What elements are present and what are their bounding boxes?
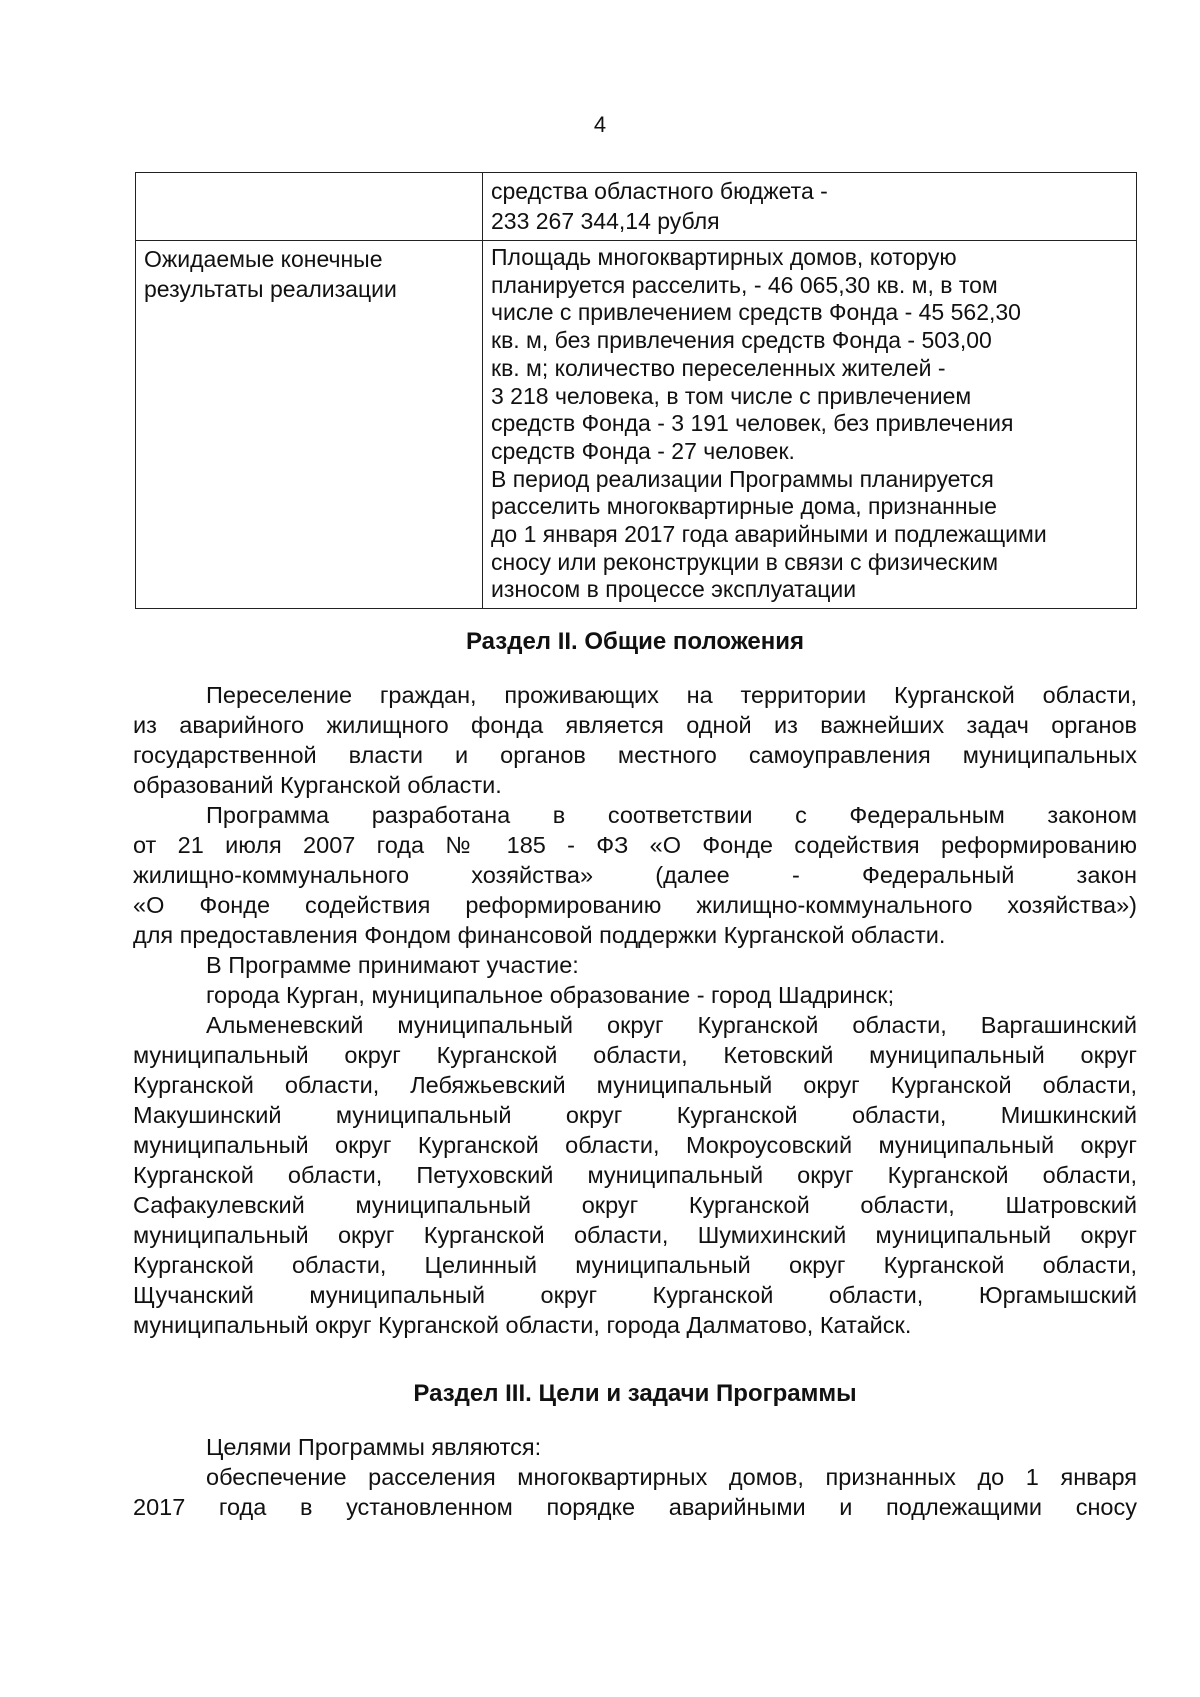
text-line: муниципальный округ Курганской области, города Далматово, Катайск. (133, 1312, 912, 1338)
text-line: от 21 июля 2007 года № 185 - ФЗ «О Фонде содействия реформированию (133, 832, 1137, 858)
text-line: 2017 года в установленном порядке аварийными и подлежащими сносу (133, 1494, 1137, 1520)
text-line: Курганской области, Петуховский муниципальный округ Курганской области, (133, 1162, 1137, 1188)
text-line: В Программе принимают участие: (206, 952, 579, 978)
text-line: жилищно-коммунального хозяйства» (далее - Федеральный закон (133, 862, 1137, 888)
text-line: муниципальный округ Курганской области, Кетовский муниципальный округ (133, 1042, 1137, 1068)
text-line: Альменевский муниципальный округ Курганской области, Варгашинский (206, 1012, 1137, 1038)
text-line: из аварийного жилищного фонда является одной из важнейших задач органов (133, 712, 1137, 738)
text-line: Щучанский муниципальный округ Курганской области, Юргамышский (133, 1282, 1137, 1308)
program-passport-table (135, 172, 1137, 609)
table-line: кв. м; количество переселенных жителей - (491, 354, 946, 381)
text-line: муниципальный округ Курганской области, Мокроусовский муниципальный округ (133, 1132, 1137, 1158)
table-line: износом в процессе эксплуатации (491, 576, 857, 603)
text-line: муниципальный округ Курганской области, Шумихинский муниципальный округ (133, 1222, 1137, 1248)
text-line: города Курган, муниципальное образование - город Шадринск; (206, 982, 895, 1008)
text-line: образований Курганской области. (133, 772, 502, 798)
table-row (136, 173, 1137, 241)
text-line: Программа разработана в соответствии с Федеральным законом (206, 802, 1137, 828)
section-2-body (133, 680, 1137, 1340)
table-line: расселить многоквартирные дома, признанные (491, 493, 997, 520)
table-line: 3 218 человека, в том числе с привлечением (491, 382, 972, 409)
text-line: Целями Программы являются: (206, 1434, 542, 1460)
table-line: до 1 января 2017 года аварийными и подлежащими (491, 521, 1047, 548)
table-cell-value (483, 241, 1137, 609)
table-line: сносу или реконструкции в связи с физическим (491, 548, 999, 575)
section-2-title: Раздел II. Общие положения (465, 628, 805, 655)
table-row (136, 241, 1137, 609)
text-line: Переселение граждан, проживающих на территории Курганской области, (206, 682, 1137, 708)
text-line: Макушинский муниципальный округ Курганской области, Мишкинский (133, 1102, 1137, 1128)
table-line: средства областного бюджета - (491, 178, 828, 204)
text-line: Сафакулевский муниципальный округ Курганской области, Шатровский (133, 1192, 1137, 1218)
table-line: 233 267 344,14 рубля (491, 208, 720, 234)
text-line: «О Фонде содействия реформированию жилищно-коммунального хозяйства») (133, 892, 1137, 918)
text-line: обеспечение расселения многоквартирных домов, признанных до 1 января (206, 1464, 1137, 1490)
table-line: средств Фонда - 3 191 человек, без привлечения (491, 410, 1014, 437)
table-cell-label (136, 173, 483, 241)
section-3-body (133, 1432, 1137, 1522)
table-line: Ожидаемые конечные (144, 246, 383, 272)
text-line: Курганской области, Лебяжьевский муниципальный округ Курганской области, (133, 1072, 1137, 1098)
page-number: 4 (593, 112, 607, 137)
table-line: средств Фонда - 27 человек. (491, 437, 795, 464)
section-3-title: Раздел III. Цели и задачи Программы (413, 1380, 857, 1407)
text-line: государственной власти и органов местного самоуправления муниципальных (133, 742, 1137, 768)
table-line: Площадь многоквартирных домов, которую (491, 244, 957, 270)
text-line: для предоставления Фондом финансовой поддержки Курганской области. (133, 922, 946, 948)
text-line: Курганской области, Целинный муниципальный округ Курганской области, (133, 1252, 1137, 1278)
table-line: В период реализации Программы планируется (491, 465, 994, 492)
table-line: планируется расселить, - 46 065,30 кв. м, в том (491, 271, 998, 298)
table-line: результаты реализации (144, 276, 397, 302)
table-line: числе с привлечением средств Фонда - 45 562,30 (491, 299, 1021, 326)
table-cell-value (483, 173, 1137, 241)
table-line: кв. м, без привлечения средств Фонда - 503,00 (491, 327, 992, 354)
table-cell-label (136, 241, 483, 609)
